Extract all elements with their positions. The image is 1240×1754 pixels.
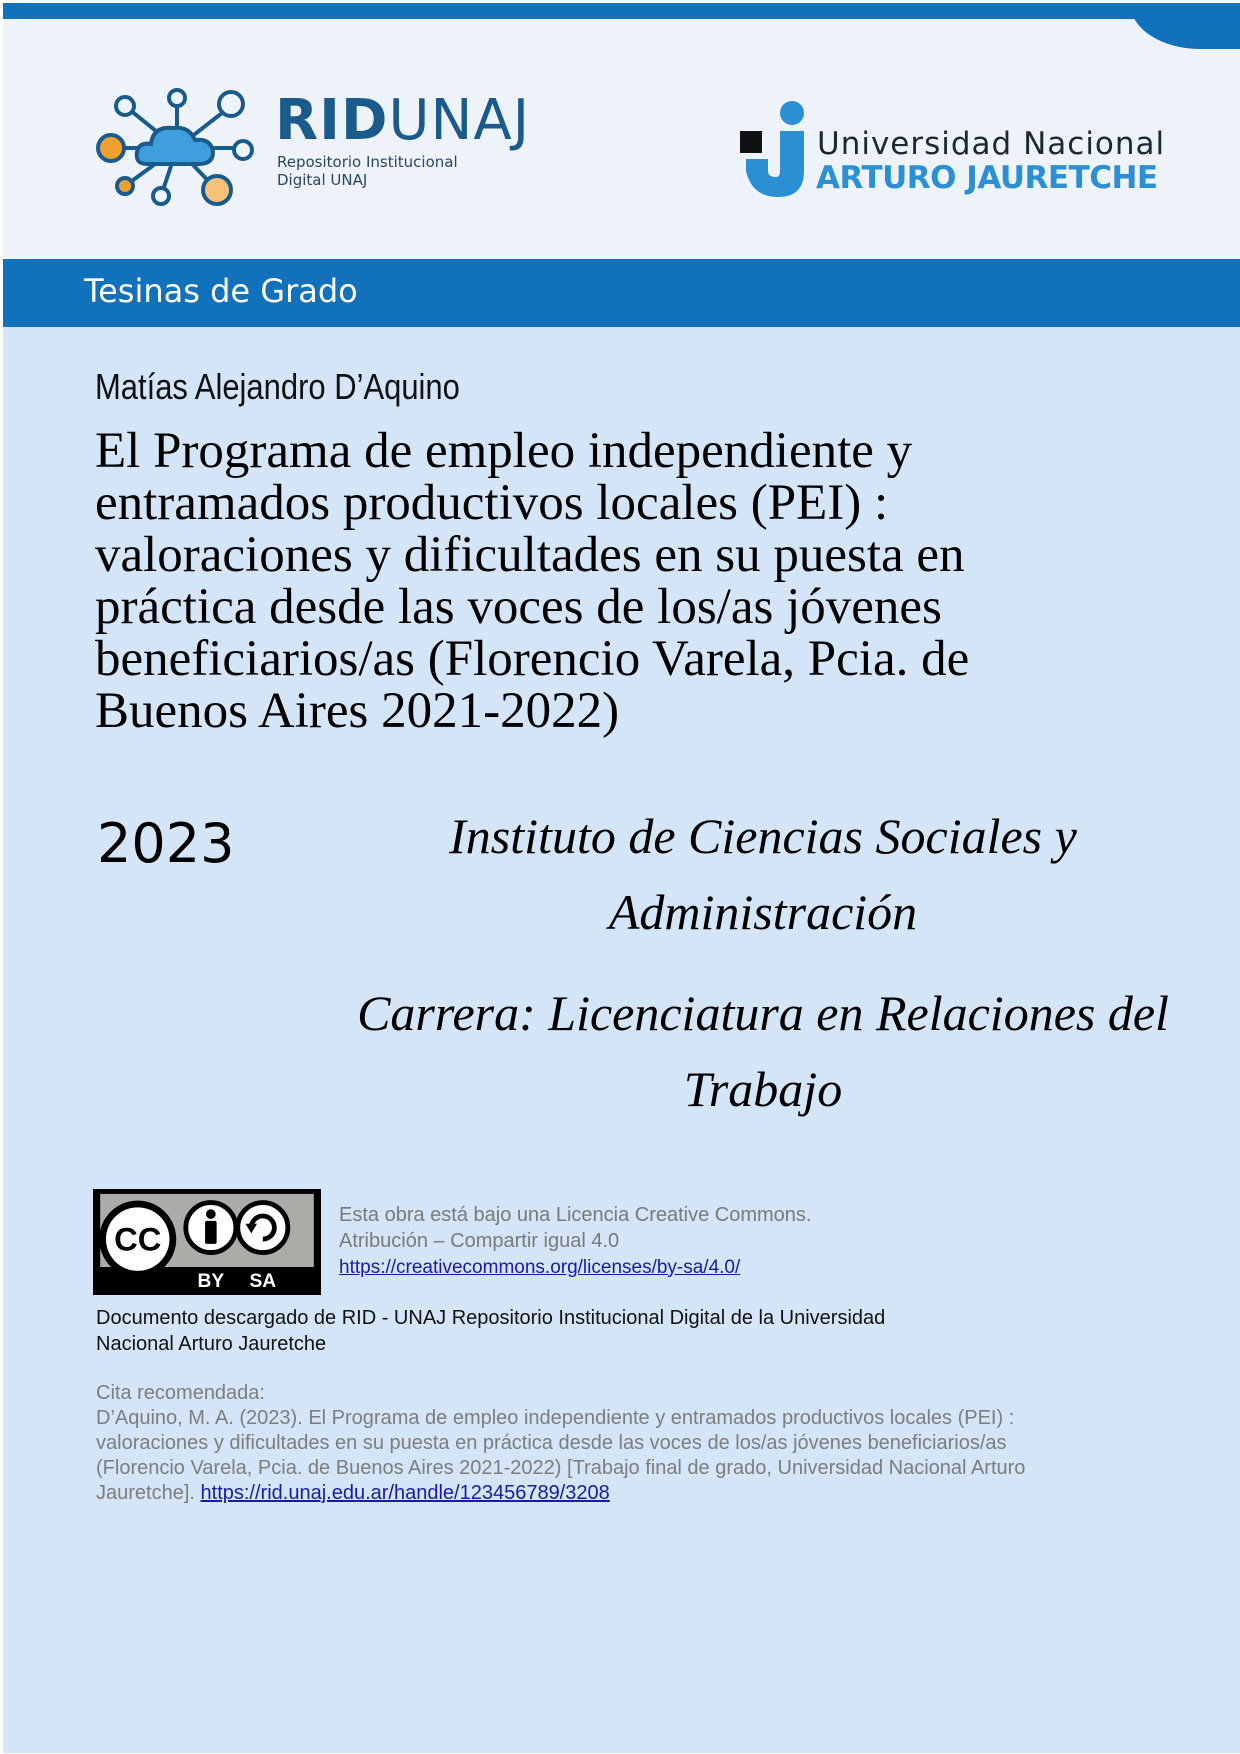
- collection-label: Tesinas de Grado: [84, 272, 358, 310]
- title-line: Buenos Aires 2021-2022): [95, 683, 620, 739]
- publication-year: 2023: [97, 812, 235, 875]
- title-line: práctica desde las voces de los/as jóvenes: [95, 579, 942, 635]
- institute-name: Instituto de Ciencias Sociales y Administración: [449, 808, 1077, 940]
- by-label: BY: [197, 1271, 225, 1293]
- recommended-citation: Cita recomendada: D’Aquino, M. A. (2023). El Programa de empleo independiente y entramados productivos locales (PEI) : valoraciones y dificultades en su puesta en práctica desde las voces de los/as jóvenes beneficiarios/as (Florencio Varela, Pcia. de Buenos Aires 2021-2022) [Trabajo final de grado, Universidad Nacional Arturo Jauretche]. https://rid.unaj.edu.ar/handle/123456789/3208: [96, 1381, 1096, 1506]
- rid-logo-subtitle: Repositorio Institucional Digital UNAJ: [277, 153, 458, 189]
- repository-link[interactable]: https://rid.unaj.edu.ar/handle/123456789/3208: [200, 1482, 610, 1504]
- title-line: entramados productivos locales (PEI) :: [95, 475, 889, 531]
- unaj-logo-icon: [740, 101, 810, 199]
- unaj-logo-line2: ARTURO JAURETCHE: [816, 160, 1158, 196]
- title-line: beneficiarios/as (Florencio Varela, Pcia. de: [95, 631, 970, 687]
- person-icon: [205, 1221, 217, 1244]
- cover-page: [3, 3, 1240, 1753]
- license-link[interactable]: https://creativecommons.org/licenses/by-sa/4.0/: [339, 1257, 741, 1278]
- career-name: Carrera: Licenciatura en Relaciones del Trabajo: [357, 985, 1169, 1117]
- sa-label: SA: [249, 1271, 277, 1293]
- cc-by-sa-badge: [93, 1189, 321, 1295]
- title-line: El Programa de empleo independiente y: [95, 423, 913, 479]
- download-notice: Documento descargado de RID - UNAJ Repositorio Institucional Digital de la Universidad Nacional Arturo Jauretche: [96, 1307, 886, 1355]
- rid-logo-title: RIDUNAJ: [275, 88, 531, 153]
- author-name: Matías Alejandro D’Aquino: [95, 366, 460, 407]
- unaj-logo-line1: Universidad Nacional: [817, 126, 1166, 162]
- cc-icon: CC: [114, 1220, 162, 1258]
- rid-network-cloud-icon: [95, 88, 260, 208]
- thesis-title: [95, 425, 1155, 737]
- citation-label: Cita recomendada:: [96, 1382, 265, 1404]
- top-accent-bar: [3, 3, 1240, 19]
- license-text: Esta obra está bajo una Licencia Creative Commons. Atribución – Compartir igual 4.0 https://creativecommons.org/licenses/by-sa/4.0/: [339, 1204, 812, 1278]
- title-line: valoraciones y dificultades en su puesta en: [95, 527, 965, 583]
